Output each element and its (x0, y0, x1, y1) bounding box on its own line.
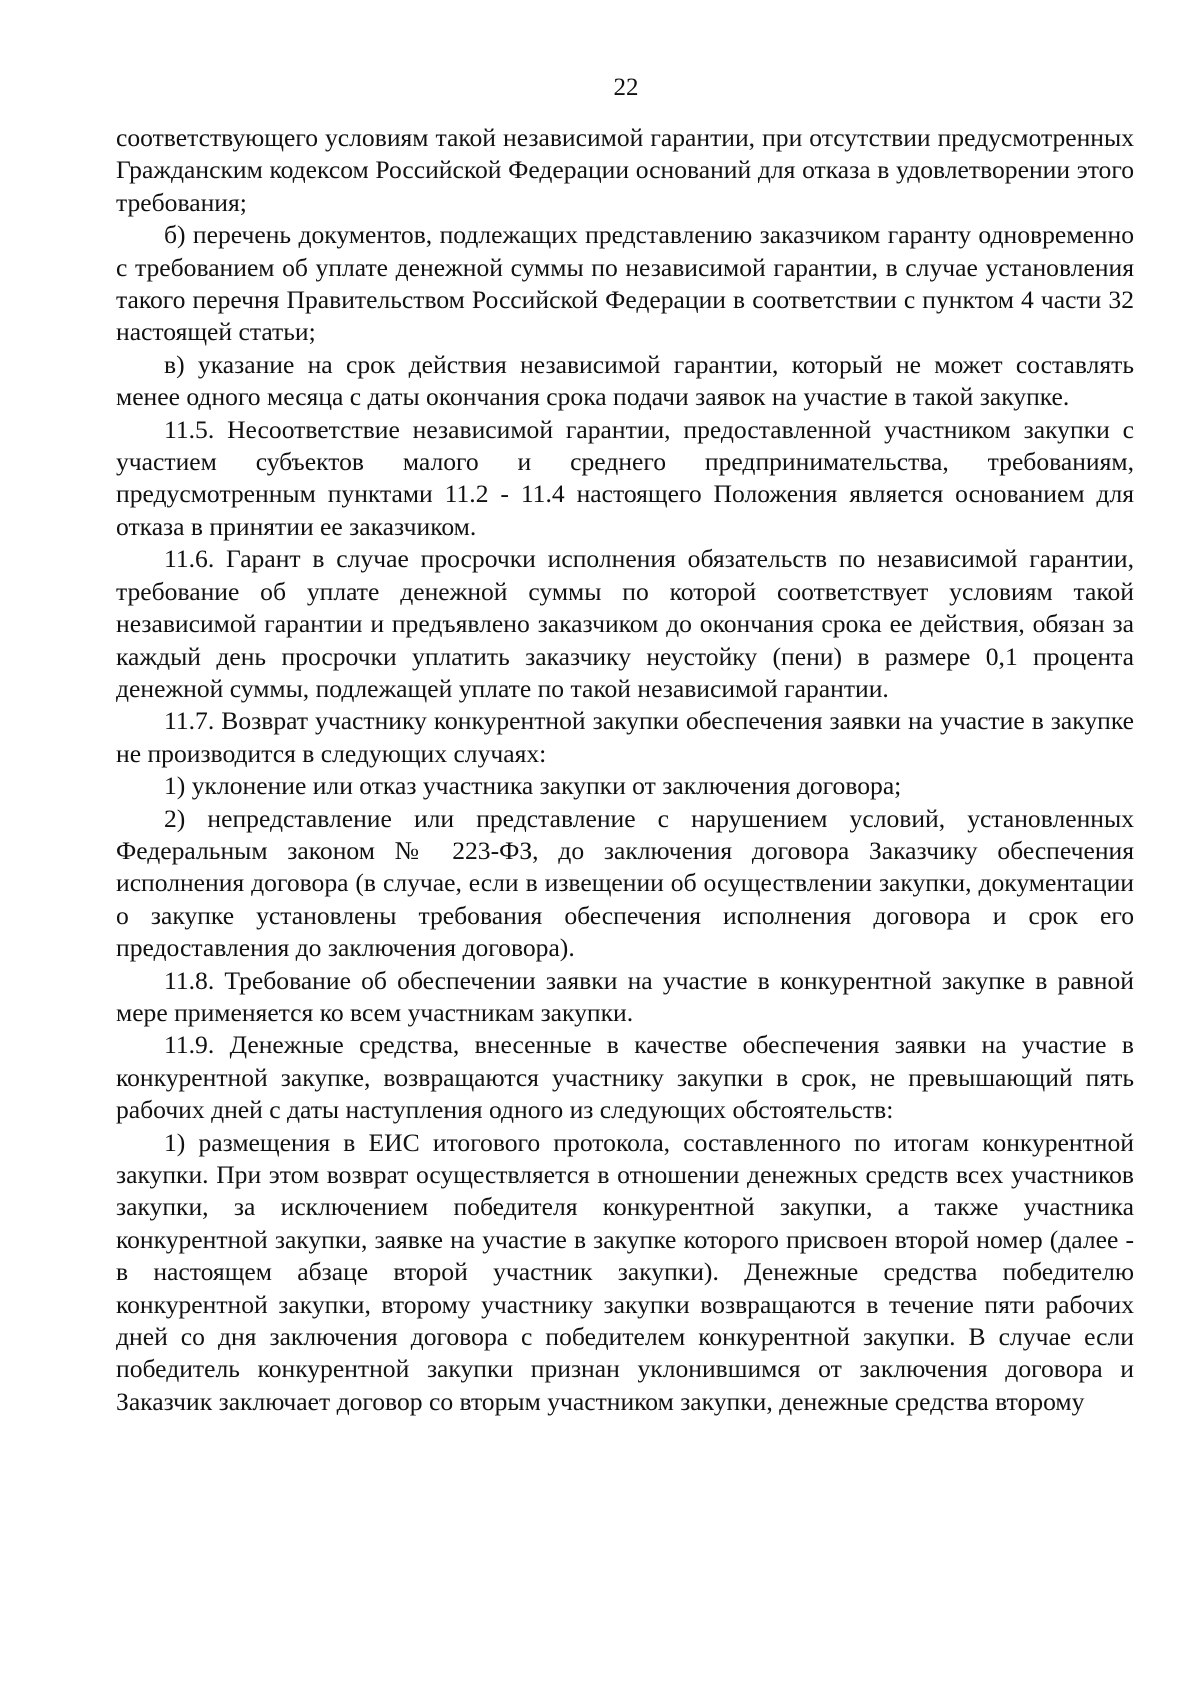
paragraph-11-9-item-1: 1) размещения в ЕИС итогового протокола, составленного по итогам конкурентной закупки. При этом возврат осуществляется в отношении денежных средств всех участников закупки, за исключением победителя конкурентной закупки, а также участника конкурентной закупки, заявке на участие в закупке которого присвоен второй номер (далее - в настоящем абзаце второй участник закупки). Денежные средства победителю конкурентной закупки, второму участнику закупки возвращаются в течение пяти рабочих дней со дня заключения договора с победителем конкурентной закупки. В случае если победитель конкурентной закупки признан уклонившимся от заключения договора и Заказчик заключает договор со вторым участником закупки, денежные средства второму (116, 1127, 1134, 1416)
paragraph-item-b: б) перечень документов, подлежащих представлению заказчиком гаранту одновременно с требованием об уплате денежной суммы по независимой гарантии, в случае установления такого перечня Правительством Российской Федерации в соответствии с пунктом 4 части 32 настоящей статьи; (116, 220, 1134, 347)
document-body (116, 122, 1134, 1418)
paragraph-11-7: 11.7. Возврат участнику конкурентной закупки обеспечения заявки на участие в закупке не производится в следующих случаях: (116, 706, 1134, 768)
paragraph-item-v: в) указание на срок действия независимой гарантии, который не может составлять менее одного месяца с даты окончания срока подачи заявок на участие в такой закупке. (116, 349, 1134, 412)
paragraph-11-6: 11.6. Гарант в случае просрочки исполнения обязательств по независимой гарантии, требование об уплате денежной суммы по которой соответствует условиям такой независимой гарантии и предъявлено заказчиком до окончания срока ее действия, обязан за каждый день просрочки уплатить заказчику неустойку (пени) в размере 0,1 процента денежной суммы, подлежащей уплате по такой независимой гарантии. (116, 544, 1134, 703)
paragraph-11-9: 11.9. Денежные средства, внесенные в качестве обеспечения заявки на участие в конкурентной закупке, возвращаются участнику закупки в срок, не превышающий пять рабочих дней с даты наступления одного из следующих обстоятельств: (116, 1030, 1134, 1125)
paragraph-11-7-item-2: 2) непредставление или представление с нарушением условий, установленных Федеральным законом № 223-ФЗ, до заключения договора Заказчику обеспечения исполнения договора (в случае, если в извещении об осуществлении закупки, документации о закупке установлены требования обеспечения исполнения договора и срок его предоставления до заключения договора). (116, 803, 1134, 963)
paragraph-11-7-item-1: 1) уклонение или отказ участника закупки от заключения договора; (164, 771, 902, 801)
page-number: 22 (613, 74, 639, 101)
paragraph-11-5: 11.5. Несоответствие независимой гарантии, предоставленной участником закупки с участием субъектов малого и среднего предпринимательства, требованиям, предусмотренным пунктами 11.2 - 11.4 настоящего Положения является основанием для отказа в принятии ее заказчиком. (116, 414, 1134, 541)
paragraph-continuation: соответствующего условиям такой независимой гарантии, при отсутствии предусмотренных Гражданским кодексом Российской Федерации оснований для отказа в удовлетворении этого требования; (116, 123, 1134, 217)
paragraph-11-8: 11.8. Требование об обеспечении заявки на участие в конкурентной закупке в равной мере применяется ко всем участникам закупки. (116, 965, 1134, 1027)
